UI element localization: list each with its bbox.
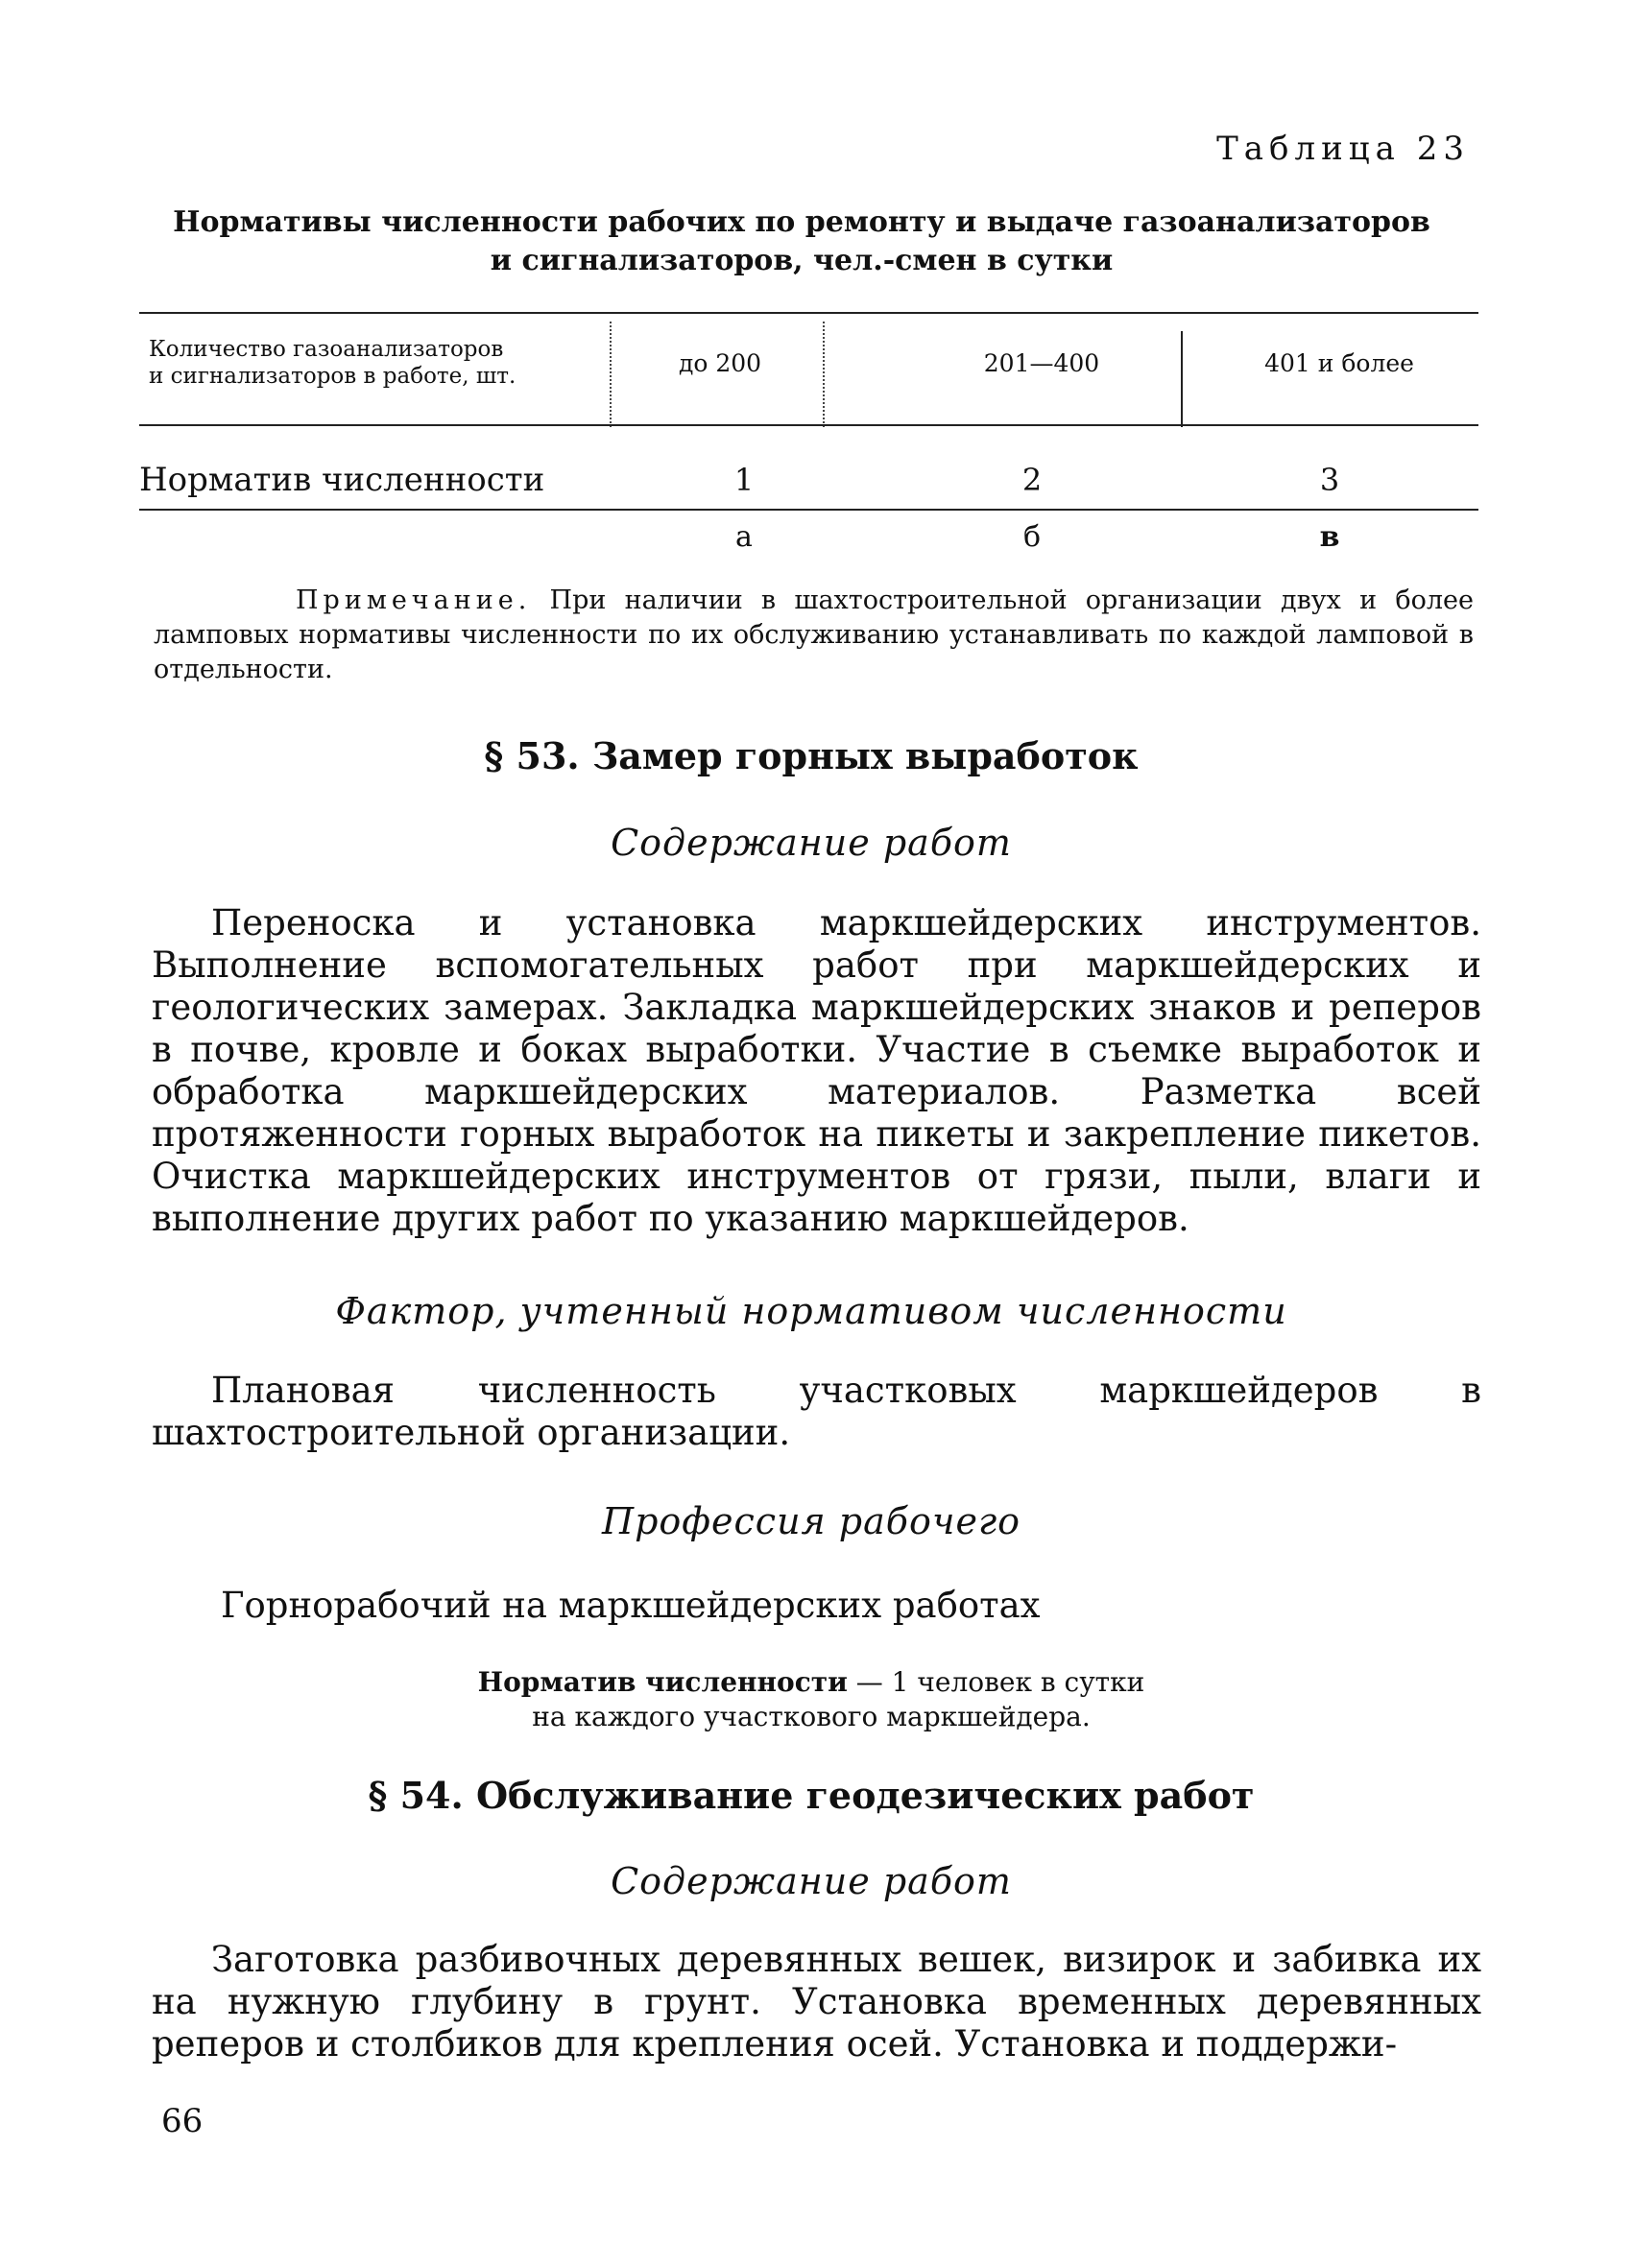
note-label: Примечание. <box>296 585 532 615</box>
section-53-norm-line-2: на каждого участкового маркшейдера. <box>532 1701 1091 1732</box>
section-53-factor-heading: Фактор, учтенный нормативом численности <box>335 1290 1287 1332</box>
norm-label: Норматив численности <box>477 1666 848 1698</box>
section-53-profession-text: Горнорабочий на маркшейдерских работах <box>221 1585 1041 1626</box>
section-54-work-content-text: Заготовка разбивочных деревянных вешек, визирок и забивка их на нужную глубину в грунт. Установка временных деревянных реперов и столбиков для крепления осей. Установка и поддержи- <box>152 1939 1481 2065</box>
table-note <box>154 584 1474 687</box>
column-header-1: до 200 <box>678 349 762 377</box>
section-53-norm-line-1 <box>139 1665 1483 1700</box>
page-number: 66 <box>161 2102 204 2140</box>
column-index-3: в <box>1319 520 1340 554</box>
column-header-2: 201—400 <box>983 349 1100 377</box>
column-divider <box>1181 331 1183 427</box>
section-53-work-content-text: Переноска и установка маркшейдерских инструментов. Выполнение вспомогательных работ при маркшейдерских и геологических замерах. Закладка маркшейдерских знаков и реперов в почве, кровле и боках выработки. Участие в съемке выработок и обработка маркшейдерских материалов. Разметка всей протяженности горных выработок на пикеты и закрепление пикетов. Очистка маркшейдерских инструментов от грязи, пыли, влаги и выполнение других работ по указанию маркшейдеров. <box>152 902 1481 1239</box>
header-label-line-1: Количество газоанализаторов <box>149 337 504 362</box>
column-index-2: б <box>1022 520 1042 554</box>
section-54-heading: § 54. Обслуживание геодезических работ <box>368 1774 1255 1817</box>
row-value-2: 2 <box>1021 462 1043 498</box>
norm-value: — 1 человек в сутки <box>847 1666 1145 1698</box>
column-divider <box>610 322 612 427</box>
column-divider <box>823 322 825 427</box>
section-53-work-content-heading: Содержание работ <box>611 822 1012 864</box>
section-54-work-content-heading: Содержание работ <box>611 1860 1012 1902</box>
section-53-factor-text: Плановая численность участковых маркшейдеров в шахтостроительной организации. <box>152 1370 1481 1453</box>
column-index-1: а <box>735 520 753 554</box>
table-title-line-2: и сигнализаторов, чел.-смен в сутки <box>490 244 1114 277</box>
note-text: При наличии в шахтостроительной организации двух и более ламповых нормативы численности по их обслуживанию устанавливать по каждой ламповой в отдельности. <box>154 585 1474 684</box>
table-top-rule <box>139 312 1478 314</box>
table-header-label <box>149 336 648 390</box>
row-value-3: 3 <box>1319 462 1340 498</box>
table-header-rule <box>139 424 1478 426</box>
column-header-3: 401 и более <box>1264 349 1414 377</box>
section-53-heading: § 53. Замер горных выработок <box>484 734 1139 777</box>
table-title-line-1: Нормативы численности рабочих по ремонту и выдаче газоанализаторов <box>173 205 1430 239</box>
row-label: Норматив численности <box>139 461 545 499</box>
section-53-profession-heading: Профессия рабочего <box>601 1500 1021 1542</box>
table-title <box>139 203 1464 280</box>
header-label-line-2: и сигнализаторов в работе, шт. <box>149 364 516 389</box>
table-row-rule <box>139 509 1478 511</box>
table-number-label: Таблица 23 <box>1216 130 1470 168</box>
row-value-1: 1 <box>733 462 755 498</box>
